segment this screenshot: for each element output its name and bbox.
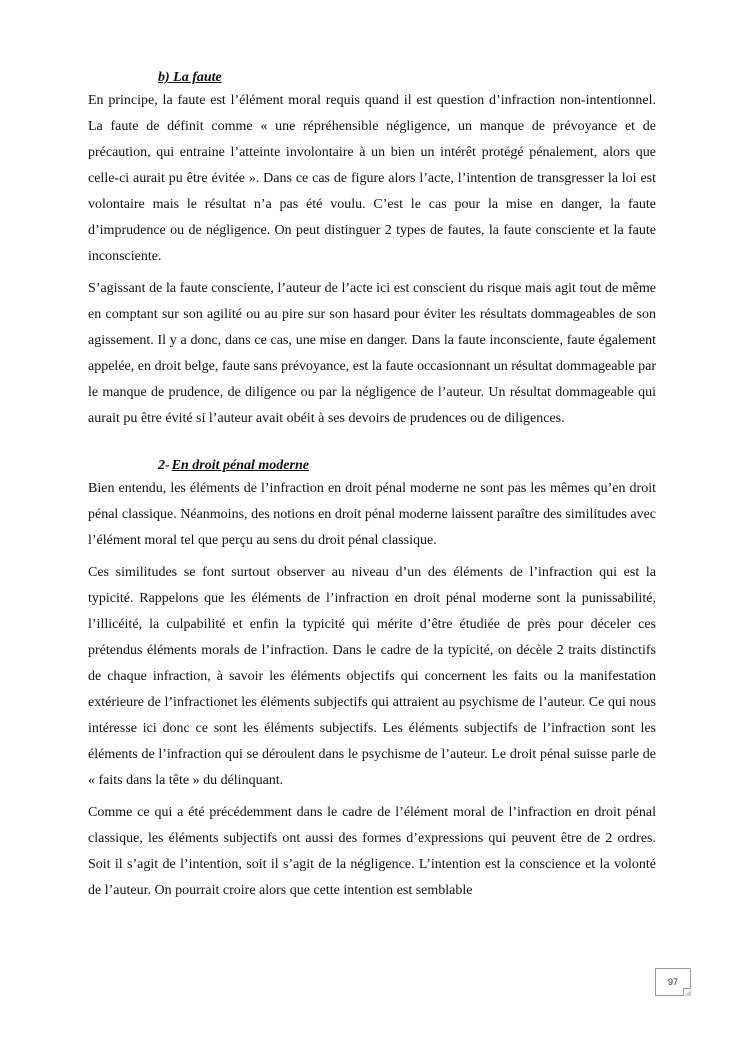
page-number (655, 968, 691, 996)
paragraph: Ces similitudes se font surtout observer au niveau d’un des éléments de l’infraction qui est la typicité. Rappelons que les éléments de l’infraction en droit pénal moderne sont la punissabilité, l’illicéité, la culpabilité et enfin la typicité qui mérite d’être étudiée de près pour déceler ces prétendus éléments morals de l’infraction. Dans le cadre de la typicité, on décèle 2 traits distinctifs de chaque infraction, à savoir les éléments objectifs qui concernent les faits ou la manifestation extérieure de l’infractionet les éléments subjectifs qui attraient au psychisme de l’auteur. Ce qui nous intéresse ici donc ce sont les éléments subjectifs. Les éléments subjectifs de l’infraction sont les éléments de l’infraction qui se déroulent dans le psychisme de l’auteur. Le droit pénal suisse parle de « faits dans la tête » du délinquant. (88, 565, 656, 788)
page-number-text: 97 (667, 977, 678, 987)
section-heading-text: En droit pénal moderne (171, 458, 309, 473)
paragraph: S’agissant de la faute consciente, l’auteur de l’acte ici est conscient du risque mais agit tout de même en comptant sur son agilité ou au pire sur son hasard pour éviter les résultats dommageables de son agissement. Il y a donc, dans ce cas, une mise en danger. Dans la faute inconsciente, faute également appelée, en droit belge, faute sans prévoyance, est la faute occasionnant un résultat dommageable par le manque de prudence, de diligence ou par la négligence de l’auteur. Un résultat dommageable qui aurait pu être évité si l’auteur avait obéit à ses devoirs de prudences ou de diligences. (88, 281, 656, 426)
document-body (88, 68, 656, 910)
paragraph: Comme ce qui a été précédemment dans le cadre de l’élément moral de l’infraction en droit pénal classique, les éléments subjectifs ont aussi des formes d’expressions qui peuvent être de 2 ordres. Soit il s’agit de l’intention, soit il s’agit de la négligence. L’intention est la conscience et la volonté de l’auteur. On pourrait croire alors que cette intention est semblable (88, 805, 656, 898)
section-number: 2- (158, 458, 170, 473)
section-heading-faute (88, 68, 656, 88)
paragraph: Bien entendu, les éléments de l’infraction en droit pénal moderne ne sont pas les mêmes qu’en droit pénal classique. Néanmoins, des notions en droit pénal moderne laissent paraître des similitudes avec l’élément moral tel que perçu au sens du droit pénal classique. (88, 481, 656, 548)
section-heading-faute-text: b) La faute (158, 70, 222, 85)
section-heading-droit-penal-moderne (88, 456, 656, 476)
paragraph: En principe, la faute est l’élément moral requis quand il est question d’infraction non-intentionnel. La faute de définit comme « une répréhensible négligence, un manque de prévoyance et de précaution, qui entraine l’atteinte involontaire à un bien un intérêt protégé pénalement, alors que celle-ci aurait pu être évitée ». Dans ce cas de figure alors l’acte, l’intention de transgresser la loi est volontaire mais le résultat n’a pas été voulu. C’est le cas pour la mise en danger, la faute d’imprudence ou de négligence. On peut distinguer 2 types de fautes, la faute consciente et la faute inconsciente. (88, 93, 656, 264)
